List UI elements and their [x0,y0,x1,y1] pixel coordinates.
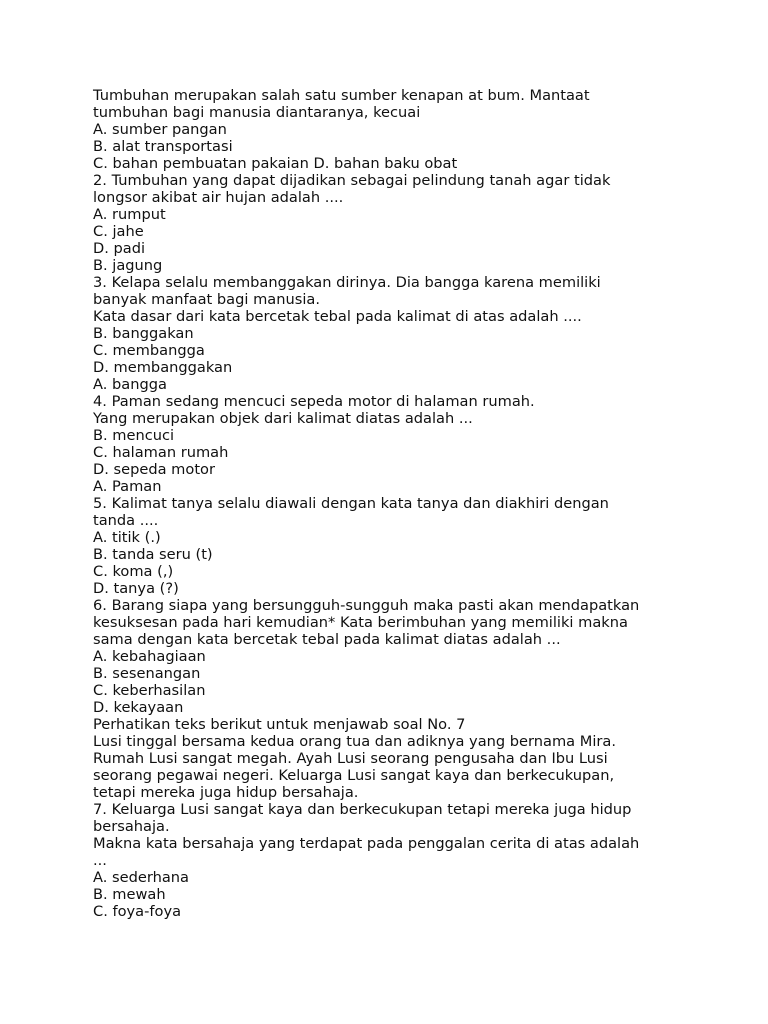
text-line: tetapi mereka juga hidup bersahaja. [93,784,359,801]
text-line: 7. Keluarga Lusi sangat kaya dan berkecukupan tetapi mereka juga hidup [93,801,632,818]
text-line: 3. Kelapa selalu membanggakan dirinya. Dia bangga karena memiliki [93,274,601,291]
text-line: C. koma (,) [93,563,174,580]
text-line: C. keberhasilan [93,682,206,699]
text-line: C. halaman rumah [93,444,229,461]
text-line: A. sederhana [93,869,189,886]
text-line: A. titik (.) [93,529,161,546]
text-line: 6. Barang siapa yang bersungguh-sungguh maka pasti akan mendapatkan [93,597,640,614]
text-line: C. jahe [93,223,144,240]
text-line: C. foya-foya [93,903,182,920]
text-line: B. mencuci [93,427,175,444]
text-line: D. sepeda motor [93,461,215,478]
text-line: 5. Kalimat tanya selalu diawali dengan kata tanya dan diakhiri dengan [93,495,609,512]
text-line: sama dengan kata bercetak tebal pada kalimat diatas adalah ... [93,631,561,648]
text-line: banyak manfaat bagi manusia. [93,291,320,308]
text-line: Yang merupakan objek dari kalimat diatas adalah ... [93,410,473,427]
text-line: B. banggakan [93,325,194,342]
text-line: Kata dasar dari kata bercetak tebal pada kalimat di atas adalah .... [93,308,582,325]
text-line: Lusi tinggal bersama kedua orang tua dan adiknya yang bernama Mira. [93,733,616,750]
text-line: bersahaja. [93,818,170,835]
text-line: A. sumber pangan [93,121,227,138]
text-line: D. tanya (?) [93,580,179,597]
text-line: seorang pegawai negeri. Keluarga Lusi sangat kaya dan berkecukupan, [93,767,615,784]
text-line: Rumah Lusi sangat megah. Ayah Lusi seorang pengusaha dan Ibu Lusi [93,750,608,767]
text-line: A. bangga [93,376,167,393]
text-line: A. rumput [93,206,166,223]
text-line: B. sesenangan [93,665,201,682]
text-line: B. tanda seru (t) [93,546,213,563]
text-line: A. kebahagiaan [93,648,206,665]
text-line: 4. Paman sedang mencuci sepeda motor di halaman rumah. [93,393,535,410]
text-line: tumbuhan bagi manusia diantaranya, kecuai [93,104,421,121]
text-line: 2. Tumbuhan yang dapat dijadikan sebagai pelindung tanah agar tidak [93,172,611,189]
text-line: tanda .... [93,512,159,529]
text-line: D. membanggakan [93,359,233,376]
text-line: D. kekayaan [93,699,184,716]
text-line: longsor akibat air hujan adalah .... [93,189,344,206]
text-line: C. bahan pembuatan pakaian D. bahan baku obat [93,155,458,172]
text-line: C. membangga [93,342,205,359]
text-line: D. padi [93,240,146,257]
text-line: B. alat transportasi [93,138,233,155]
text-line: B. jagung [93,257,163,274]
document-page [93,87,683,920]
text-line: Perhatikan teks berikut untuk menjawab soal No. 7 [93,716,466,733]
text-line: Tumbuhan merupakan salah satu sumber kenapan at bum. Mantaat [93,87,590,104]
text-line: A. Paman [93,478,162,495]
text-line: kesuksesan pada hari kemudian* Kata berimbuhan yang memiliki makna [93,614,628,631]
text-line: Makna kata bersahaja yang terdapat pada penggalan cerita di atas adalah [93,835,640,852]
text-line: ... [93,852,107,869]
text-line: B. mewah [93,886,166,903]
